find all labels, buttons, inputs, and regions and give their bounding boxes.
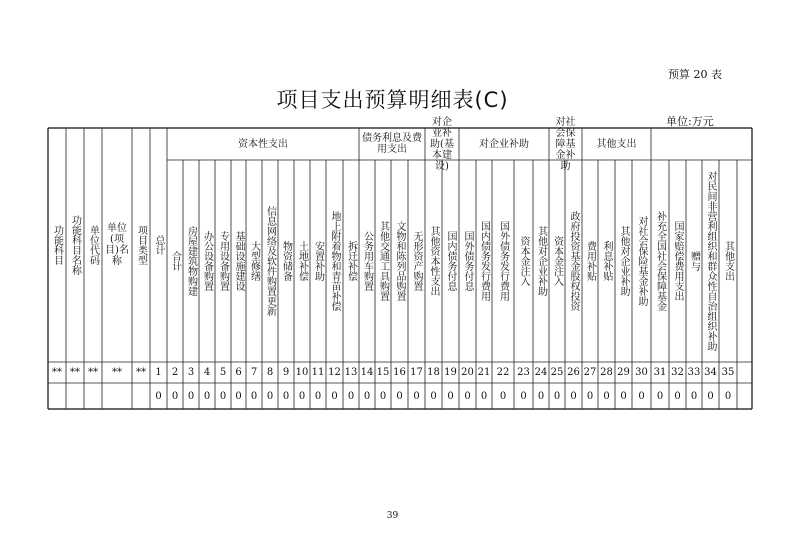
fixed-header-3 — [102, 128, 132, 362]
index-cell-9-text: 5 — [219, 367, 227, 378]
data-cell-7-text: 0 — [187, 390, 195, 402]
data-cell-3 — [102, 383, 132, 409]
group-header-1 — [359, 128, 425, 160]
sub-header-6 — [262, 160, 278, 362]
sub-header-19 — [476, 160, 492, 362]
sub-header-12-text: 公务用车购置 — [361, 231, 373, 291]
sub-header-14 — [391, 160, 408, 362]
fixed-header-1 — [66, 128, 84, 362]
index-cell-25 — [476, 362, 492, 383]
data-cell-23-text: 0 — [447, 390, 454, 402]
data-cell-11-text: 0 — [250, 390, 258, 402]
index-cell-7-text: 3 — [187, 367, 195, 378]
sub-header-0 — [167, 160, 183, 362]
data-cell-31-text: 0 — [586, 390, 594, 402]
sub-header-19-text: 国内债务发行费用 — [478, 221, 490, 301]
data-cell-10-text: 0 — [235, 390, 242, 402]
data-cell-28-text: 0 — [537, 390, 545, 402]
sub-header-30-text: 国家赔偿费用支出 — [672, 221, 683, 301]
group-header-4-text: 对社会保障基金补助 — [555, 116, 576, 172]
index-cell-30 — [565, 362, 582, 383]
sub-header-15 — [408, 160, 425, 362]
data-cell-25-text: 0 — [480, 390, 488, 402]
sub-header-0-text: 合计 — [169, 251, 181, 271]
index-cell-3-text: ** — [112, 367, 122, 378]
index-cell-38-text: 34 — [704, 367, 717, 378]
index-cell-28 — [533, 362, 549, 383]
data-cell-26-text: 0 — [499, 390, 507, 402]
index-cell-17 — [343, 362, 359, 383]
sub-header-32 — [702, 160, 719, 362]
index-cell-27-text: 23 — [517, 367, 530, 378]
fixed-header-1-text: 功能科目名称 — [69, 215, 81, 275]
sub-header-11 — [343, 160, 359, 362]
sub-header-24-text: 政府投资基金股权投资 — [568, 211, 579, 311]
index-cell-7 — [183, 362, 199, 383]
sub-header-22-text: 其他对企业补助 — [535, 226, 547, 296]
index-cell-25-text: 21 — [477, 367, 491, 378]
data-cell-13 — [278, 383, 294, 409]
data-cell-33-text: 0 — [620, 390, 627, 402]
data-cell-28 — [533, 383, 549, 409]
sub-header-26-text: 利息补贴 — [601, 241, 612, 281]
data-cell-35-text: 0 — [656, 390, 664, 402]
fixed-header-5-text: 总计 — [153, 235, 164, 255]
sub-header-17-text: 国内债务付息 — [445, 231, 456, 291]
data-cell-12-text: 0 — [266, 390, 274, 402]
data-cell-18 — [359, 383, 375, 409]
fixed-header-3-text: 单位(项目)名称 — [105, 223, 129, 267]
sub-header-25-text: 费用补贴 — [584, 241, 596, 281]
index-cell-30-text: 26 — [567, 367, 580, 378]
data-cell-18-text: 0 — [363, 390, 371, 402]
group-header-5 — [582, 128, 651, 160]
sub-header-23 — [549, 160, 565, 362]
sub-header-31-text: 赠与 — [688, 251, 700, 271]
sub-header-1-text: 房屋建筑物购建 — [185, 226, 197, 296]
index-cell-16-text: 12 — [328, 367, 341, 378]
sub-header-33-text: 其他支出 — [722, 241, 734, 281]
index-cell-26 — [492, 362, 514, 383]
sub-header-30 — [669, 160, 686, 362]
index-cell-34-text: 30 — [635, 367, 648, 378]
group-header-2 — [425, 116, 459, 172]
group-header-4 — [549, 116, 582, 172]
data-cell-14-text: 0 — [298, 390, 306, 402]
sub-header-17 — [442, 160, 459, 362]
sub-header-27 — [615, 160, 632, 362]
sub-header-4-text: 基础设施建设 — [233, 231, 244, 291]
data-cell-7 — [183, 383, 199, 409]
index-cell-39-text: 35 — [721, 367, 735, 378]
index-cell-19-text: 15 — [376, 367, 390, 378]
index-cell-16 — [326, 362, 343, 383]
index-cell-23 — [442, 362, 459, 383]
index-cell-10-text: 6 — [235, 367, 242, 378]
data-cell-30 — [565, 383, 582, 409]
data-cell-5-text: 0 — [155, 390, 162, 402]
unit-label: 单位:万元 — [666, 115, 714, 128]
data-cell-16-text: 0 — [331, 390, 338, 402]
data-cell-34-text: 0 — [638, 390, 645, 402]
data-cell-14 — [294, 383, 310, 409]
group-header-5-text: 其他支出 — [596, 138, 637, 150]
sub-header-7-text: 物资储备 — [280, 241, 292, 281]
data-cell-37 — [686, 383, 702, 409]
data-cell-34 — [632, 383, 651, 409]
group-header-3 — [459, 128, 549, 160]
fixed-header-2-text: 单位代码 — [87, 225, 99, 265]
index-cell-17-text: 13 — [344, 367, 358, 378]
index-cell-32 — [598, 362, 615, 383]
index-cell-28-text: 24 — [534, 367, 548, 378]
data-cell-0 — [48, 383, 66, 409]
index-cell-13-text: 9 — [282, 367, 290, 378]
sub-header-14-text: 文物和陈列品购置 — [394, 221, 405, 301]
sub-header-26 — [598, 160, 615, 362]
index-cell-20 — [391, 362, 408, 383]
data-cell-6-text: 0 — [171, 390, 179, 402]
data-cell-24-text: 0 — [464, 390, 471, 402]
data-cell-19 — [375, 383, 391, 409]
sub-header-9 — [310, 160, 326, 362]
data-cell-11 — [246, 383, 262, 409]
index-cell-35-text: 31 — [653, 367, 667, 378]
index-cell-21 — [408, 362, 425, 383]
data-cell-17-text: 0 — [347, 390, 355, 402]
index-cell-0 — [48, 362, 66, 383]
data-cell-15 — [310, 383, 326, 409]
data-cell-22-text: 0 — [430, 390, 437, 402]
index-cell-4 — [132, 362, 150, 383]
sub-header-10-text: 地上附着物和青苗补偿 — [329, 211, 340, 311]
data-cell-26 — [492, 383, 514, 409]
index-cell-6 — [167, 362, 183, 383]
sub-header-16 — [425, 160, 442, 362]
index-cell-5-text: 1 — [155, 367, 162, 378]
data-cell-20 — [391, 383, 408, 409]
index-cell-8 — [199, 362, 215, 383]
sub-header-13 — [375, 160, 391, 362]
sub-header-9-text: 安置补助 — [312, 241, 324, 281]
sub-header-33 — [719, 160, 737, 362]
index-cell-36-text: 32 — [671, 367, 684, 378]
index-cell-20-text: 16 — [393, 367, 406, 378]
data-cell-2 — [84, 383, 102, 409]
group-header-2-text: 对企业补助(基本建设) — [430, 116, 454, 172]
sub-header-10 — [326, 160, 343, 362]
sub-header-28 — [632, 160, 651, 362]
sub-header-4 — [231, 160, 246, 362]
sub-header-18-text: 国外债务付息 — [462, 231, 473, 291]
sub-header-28-text: 对社会保险基金补助 — [636, 216, 647, 306]
index-cell-37-text: 33 — [687, 367, 701, 378]
sub-header-29-text: 补充全国社会保障基金 — [654, 211, 666, 311]
data-cell-29-text: 0 — [553, 390, 561, 402]
data-cell-5 — [150, 383, 167, 409]
data-cell-32 — [598, 383, 615, 409]
sub-header-21-text: 资本金注入 — [518, 236, 529, 286]
data-cell-12 — [262, 383, 278, 409]
data-cell-21 — [408, 383, 425, 409]
index-cell-0-text: ** — [52, 367, 62, 378]
data-cell-17 — [343, 383, 359, 409]
data-cell-38-text: 0 — [707, 390, 714, 402]
index-cell-39 — [719, 362, 737, 383]
index-cell-13 — [278, 362, 294, 383]
data-cell-13-text: 0 — [282, 390, 290, 402]
sub-header-2-text: 办公设备购置 — [201, 231, 213, 291]
index-cell-36 — [669, 362, 686, 383]
index-cell-11 — [246, 362, 262, 383]
sub-header-20-text: 国外债务发行费用 — [497, 221, 509, 301]
index-cell-29 — [549, 362, 565, 383]
index-cell-4-text: ** — [136, 367, 146, 378]
sub-header-18 — [459, 160, 476, 362]
data-cell-24 — [459, 383, 476, 409]
data-cell-37-text: 0 — [690, 390, 698, 402]
index-cell-14 — [294, 362, 310, 383]
sub-header-2 — [199, 160, 215, 362]
index-cell-37 — [686, 362, 702, 383]
page-title: 项目支出预算明细表(C) — [276, 88, 509, 112]
sub-header-27-text: 其他对企业补助 — [618, 226, 629, 296]
data-cell-9 — [215, 383, 231, 409]
data-cell-8-text: 0 — [203, 390, 211, 402]
group-header-1-text: 债务利息及费用支出 — [362, 133, 422, 155]
fixed-header-2 — [84, 128, 102, 362]
index-cell-24 — [459, 362, 476, 383]
data-cell-38 — [702, 383, 719, 409]
sub-header-5-text: 大型修缮 — [248, 241, 260, 281]
index-cell-2 — [84, 362, 102, 383]
data-cell-36 — [669, 383, 686, 409]
data-cell-29 — [549, 383, 565, 409]
index-cell-33-text: 29 — [617, 367, 630, 378]
index-cell-6-text: 2 — [171, 367, 179, 378]
sub-header-21 — [514, 160, 533, 362]
index-cell-11-text: 7 — [250, 367, 258, 378]
sub-header-22 — [533, 160, 549, 362]
index-cell-2-text: ** — [88, 367, 98, 378]
data-cell-27-text: 0 — [520, 390, 527, 402]
fixed-header-4 — [132, 128, 150, 362]
data-cell-20-text: 0 — [396, 390, 403, 402]
sub-header-5 — [246, 160, 262, 362]
index-cell-27 — [514, 362, 533, 383]
fixed-header-4-text: 项目类型 — [135, 225, 147, 265]
sub-header-29 — [651, 160, 669, 362]
fixed-header-0-text: 功能科目 — [51, 225, 63, 265]
sub-header-16-text: 其他资本性支出 — [428, 226, 439, 296]
sub-header-20 — [492, 160, 514, 362]
index-cell-21-text: 17 — [410, 367, 423, 378]
sub-header-11-text: 拆迁补偿 — [345, 241, 357, 281]
index-cell-26-text: 22 — [496, 367, 510, 378]
index-cell-24-text: 20 — [461, 367, 474, 378]
data-cell-19-text: 0 — [379, 390, 387, 402]
index-cell-14-text: 10 — [295, 367, 309, 378]
sub-header-6-text: 信息网络及软件购置更新 — [264, 206, 276, 316]
index-cell-22 — [425, 362, 442, 383]
index-cell-23-text: 19 — [444, 367, 457, 378]
sub-header-25 — [582, 160, 598, 362]
index-cell-31-text: 27 — [583, 367, 597, 378]
data-cell-33 — [615, 383, 632, 409]
index-cell-34 — [632, 362, 651, 383]
group-header-0 — [167, 128, 359, 160]
table-number-label: 预算 20 表 — [668, 68, 722, 81]
sub-header-8-text: 土地补偿 — [296, 241, 308, 281]
sub-header-23-text: 资本金注入 — [551, 236, 563, 286]
index-cell-35 — [651, 362, 669, 383]
data-cell-21-text: 0 — [413, 390, 420, 402]
index-cell-9 — [215, 362, 231, 383]
data-cell-4 — [132, 383, 150, 409]
sub-header-12 — [359, 160, 375, 362]
data-cell-39-text: 0 — [724, 390, 732, 402]
data-cell-25 — [476, 383, 492, 409]
data-cell-22 — [425, 383, 442, 409]
index-cell-1-text: ** — [70, 367, 80, 378]
data-cell-27 — [514, 383, 533, 409]
index-cell-18-text: 14 — [360, 367, 374, 378]
index-cell-19 — [375, 362, 391, 383]
sub-header-1 — [183, 160, 199, 362]
data-cell-1 — [66, 383, 84, 409]
index-cell-38 — [702, 362, 719, 383]
sub-header-24 — [565, 160, 582, 362]
index-cell-15 — [310, 362, 326, 383]
fixed-header-0 — [48, 128, 66, 362]
data-cell-16 — [326, 383, 343, 409]
data-cell-8 — [199, 383, 215, 409]
data-cell-32-text: 0 — [603, 390, 610, 402]
sub-header-3-text: 专用设备购置 — [217, 231, 229, 291]
index-cell-8-text: 4 — [203, 367, 211, 378]
index-cell-12-text: 8 — [266, 367, 274, 378]
index-cell-15-text: 11 — [311, 367, 325, 378]
index-cell-22-text: 18 — [427, 367, 440, 378]
data-cell-36-text: 0 — [674, 390, 681, 402]
index-cell-5 — [150, 362, 167, 383]
index-cell-33 — [615, 362, 632, 383]
data-cell-6 — [167, 383, 183, 409]
sub-header-31 — [686, 160, 702, 362]
data-cell-35 — [651, 383, 669, 409]
data-cell-23 — [442, 383, 459, 409]
index-cell-18 — [359, 362, 375, 383]
index-cell-32-text: 28 — [600, 367, 613, 378]
page-number: 39 — [386, 511, 399, 521]
index-cell-3 — [102, 362, 132, 383]
group-header-3-text: 对企业补助 — [479, 138, 529, 150]
data-cell-39 — [719, 383, 737, 409]
index-cell-12 — [262, 362, 278, 383]
data-cell-31 — [582, 383, 598, 409]
index-cell-10 — [231, 362, 246, 383]
group-header-0-text: 资本性支出 — [238, 138, 288, 150]
data-cell-10 — [231, 383, 246, 409]
sub-header-32-text: 对民间非营利组织和群众性自治组织补助 — [705, 171, 716, 351]
data-cell-9-text: 0 — [219, 390, 227, 402]
data-cell-30-text: 0 — [570, 390, 577, 402]
sub-header-7 — [278, 160, 294, 362]
sub-header-15-text: 无形资产购置 — [411, 231, 422, 291]
fixed-header-5 — [150, 128, 167, 362]
sub-header-3 — [215, 160, 231, 362]
sub-header-13-text: 其他交通工具购置 — [377, 221, 389, 301]
index-cell-31 — [582, 362, 598, 383]
sub-header-8 — [294, 160, 310, 362]
index-cell-1 — [66, 362, 84, 383]
index-cell-29-text: 25 — [550, 367, 564, 378]
data-cell-15-text: 0 — [314, 390, 322, 402]
